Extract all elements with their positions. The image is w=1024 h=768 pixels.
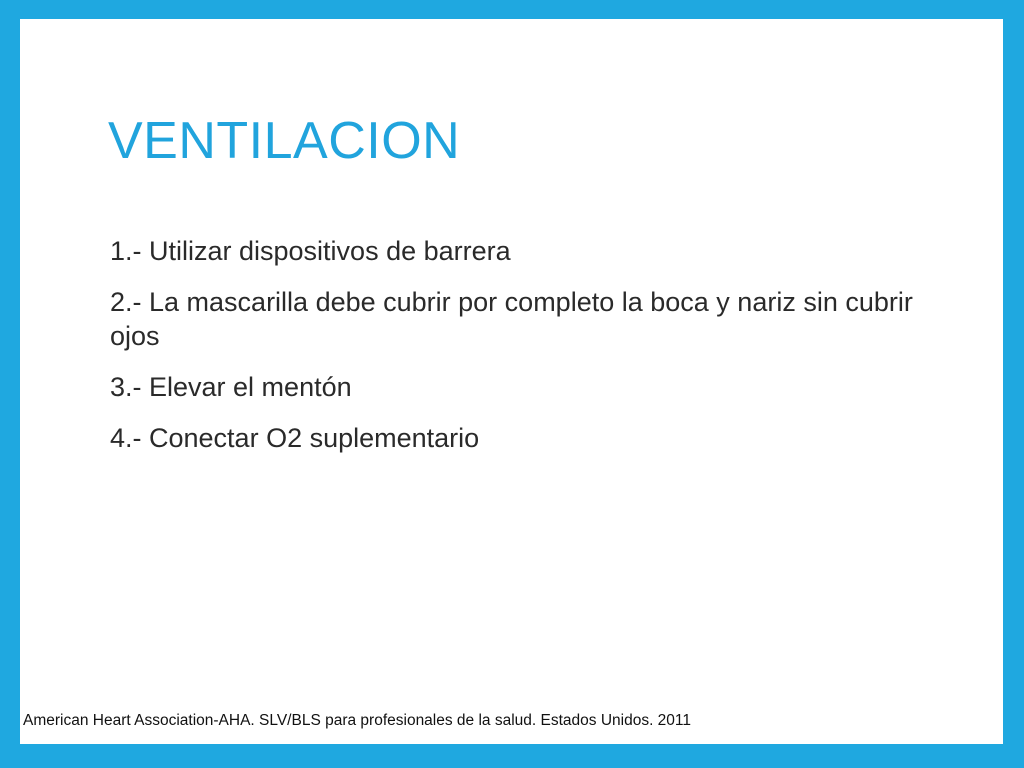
list-item: 2.- La mascarilla debe cubrir por completo la boca y nariz sin cubrir ojos: [110, 287, 913, 351]
slide-canvas: [20, 19, 1003, 744]
list-item: 1.- Utilizar dispositivos de barrera: [110, 236, 511, 266]
list-item: 3.- Elevar el mentón: [110, 372, 352, 402]
reference-footer: American Heart Association-AHA. SLV/BLS para profesionales de la salud. Estados Unidos. 2011: [23, 712, 692, 729]
bullet-list: [110, 234, 920, 472]
list-item: 4.- Conectar O2 suplementario: [110, 423, 480, 453]
slide-title: VENTILACION: [108, 112, 461, 170]
